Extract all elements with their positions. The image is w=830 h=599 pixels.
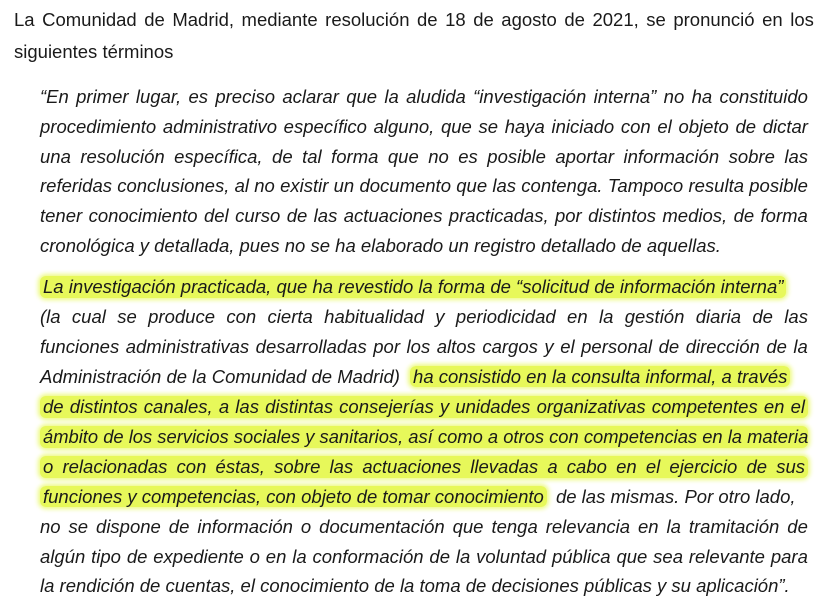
highlighted-text: funciones y competencias, con objeto de tomar conocimiento xyxy=(40,486,547,507)
intro-line-2: siguientes términos xyxy=(14,41,174,62)
quote-p2-line-4 xyxy=(40,366,808,388)
quote-p1-line-2: procedimiento administrativo específico alguno, que se haya iniciado con el objeto de dictar xyxy=(40,116,808,137)
intro-line-1: La Comunidad de Madrid, mediante resolución de 18 de agosto de 2021, se pronunció en los xyxy=(14,9,814,30)
quote-p2-line-3: funciones administrativas desarrolladas por los altos cargos y el personal de dirección de la xyxy=(40,336,808,357)
quote-p1-line-1: “En primer lugar, es preciso aclarar que la aludida “investigación interna” no ha constituido xyxy=(40,86,808,107)
quote-p1-line-6: cronológica y detallada, pues no se ha elaborado un registro detallado de aquellas. xyxy=(40,235,721,256)
quote-p1-line-3: una resolución específica, de tal forma que no es posible aportar información sobre las xyxy=(40,146,808,167)
quote-p2-line-10: algún tipo de expediente o en la conformación de la voluntad pública que sea relevante para xyxy=(40,546,808,567)
quote-p2-line-1 xyxy=(40,276,808,298)
highlighted-text: La investigación practicada, que ha revestido la forma de “solicitud de información interna” xyxy=(40,276,786,298)
quote-p2-line-8-plain: de las mismas. Por otro lado, xyxy=(555,486,796,507)
quote-p2-line-5 xyxy=(40,396,808,418)
quote-p2-line-7 xyxy=(40,456,808,478)
quote-p1-line-5: tener conocimiento del curso de las actuaciones practicadas, por distintos medios, de forma xyxy=(40,205,808,226)
quote-p2-line-2: (la cual se produce con cierta habitualidad y periodicidad en la gestión diaria de las xyxy=(40,306,808,327)
quote-p2-line-8 xyxy=(40,486,808,508)
highlighted-text: ha consistido en la consulta informal, a través xyxy=(410,366,790,387)
quote-p2-line-9: no se dispone de información o documentación que tenga relevancia en la tramitación de xyxy=(40,516,808,537)
quote-p1-line-4: referidas conclusiones, al no existir un documento que las contenga. Tampoco resulta posible xyxy=(40,175,808,196)
highlighted-text: de distintos canales, a las distintas consejerías y unidades organizativas competentes en el xyxy=(40,396,808,418)
highlighted-text: ámbito de los servicios sociales y sanitarios, así como a otros con competencias en la materia xyxy=(40,426,808,448)
highlighted-text: o relacionadas con éstas, sobre las actuaciones llevadas a cabo en el ejercicio de sus xyxy=(40,456,808,478)
quote-p2-line-4-plain: Administración de la Comunidad de Madrid) xyxy=(40,366,400,387)
quote-p2-line-11: la rendición de cuentas, el conocimiento de la toma de decisiones públicas y su aplicación”. xyxy=(40,575,790,596)
quote-p2-line-6 xyxy=(40,426,808,448)
